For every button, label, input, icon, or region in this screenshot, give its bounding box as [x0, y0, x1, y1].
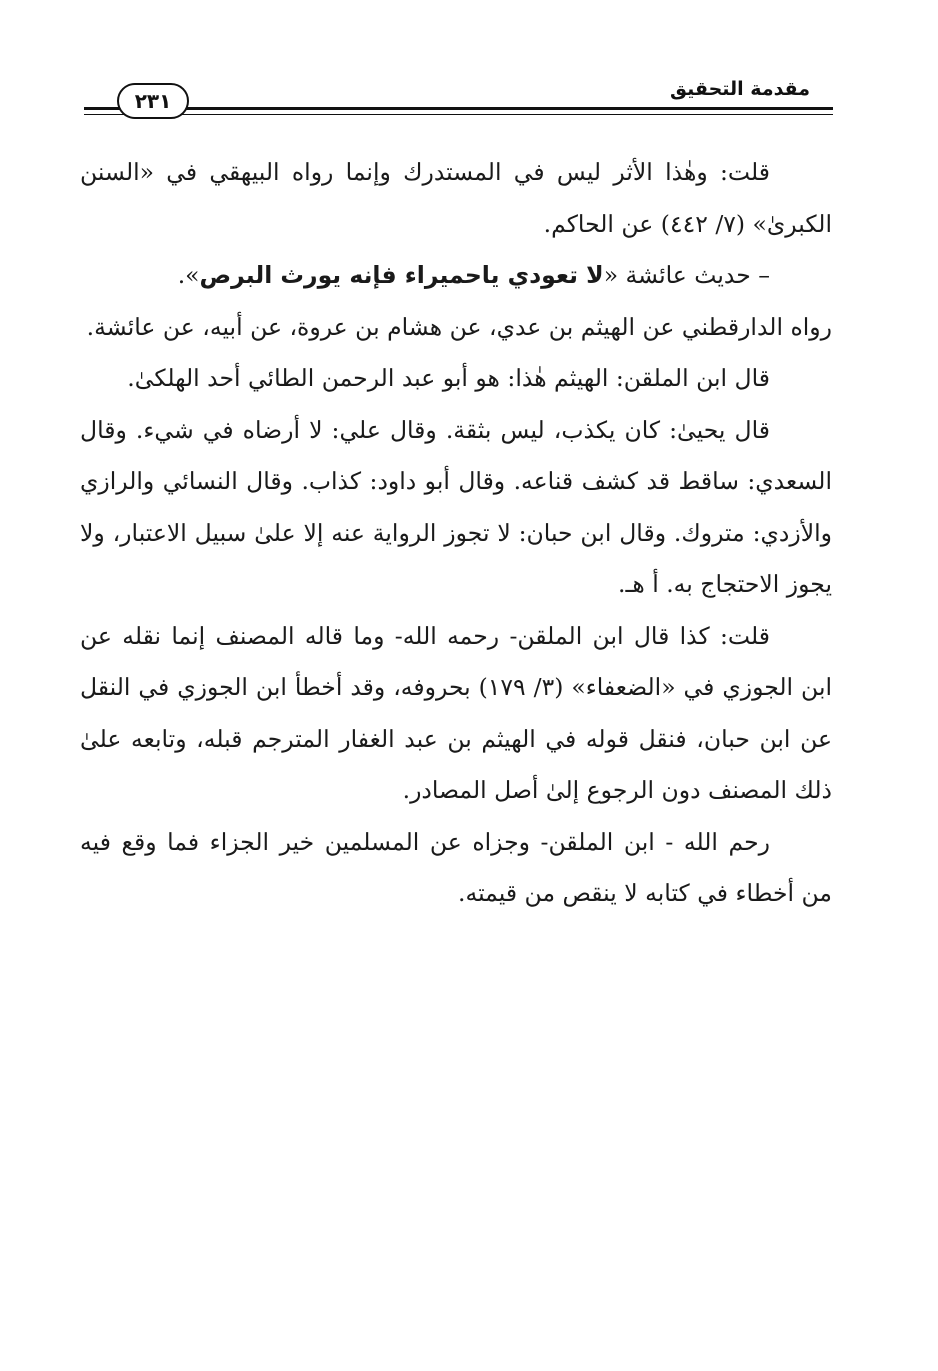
paragraph-6: قلت: كذا قال ابن الملقن- رحمه الله- وما قاله المصنف إنما نقله عن ابن الجوزي في «الضعفاء» (٣/ ١٧٩) بحروفه، وقد أخطأ ابن الجوزي في النقل عن ابن حبان، فنقل قوله في الهيثم بن عبد الغفار المترجم قبله، وتابعه علىٰ ذلك المصنف دون الرجوع إلىٰ أصل المصادر. — [80, 621, 833, 804]
hadith-close: ». — [177, 261, 200, 289]
header-rule-thin — [84, 114, 833, 115]
paragraph-7: رحم الله - ابن الملقن- وجزاه عن المسلمين خير الجزاء فما وقع فيه من أخطاء في كتابه لا ينقص من قيمته. — [80, 827, 832, 907]
page-number: ٢٣١ — [117, 83, 189, 119]
paragraph-5: قال يحيىٰ: كان يكذب، ليس بثقة. وقال علي: لا أرضاه في شيء. وقال السعدي: ساقط قد كشف قناعه. وقال أبو داود: كذاب. وقال النسائي والرازي والأزدي: متروك. وقال ابن حبان: لا تجوز الرواية عنه إلا علىٰ سبيل الاعتبار، ولا يجوز الاحتجاج به. أ هـ. — [80, 415, 832, 598]
hadith-intro: – حديث عائشة « — [603, 261, 770, 289]
paragraph-3: رواه الدارقطني عن الهيثم بن عدي، عن هشام بن عروة، عن أبيه، عن عائشة. — [86, 312, 832, 341]
running-title: مقدمة التحقيق — [670, 78, 810, 100]
paragraph-1: قلت: وهٰذا الأثر ليس في المستدرك وإنما رواه البيهقي في «السنن الكبرىٰ» (٧/ ٤٤٢) عن الحاكم. — [80, 158, 832, 238]
header-rule-thick — [84, 107, 833, 110]
paragraph-4: قال ابن الملقن: الهيثم هٰذا: هو أبو عبد الرحمن الطائي أحد الهلكىٰ. — [127, 364, 770, 392]
paragraph-2 — [80, 250, 832, 302]
hadith-text: لا تعودي ياحميراء فإنه يورث البرص — [199, 261, 604, 289]
body-text — [80, 147, 832, 920]
